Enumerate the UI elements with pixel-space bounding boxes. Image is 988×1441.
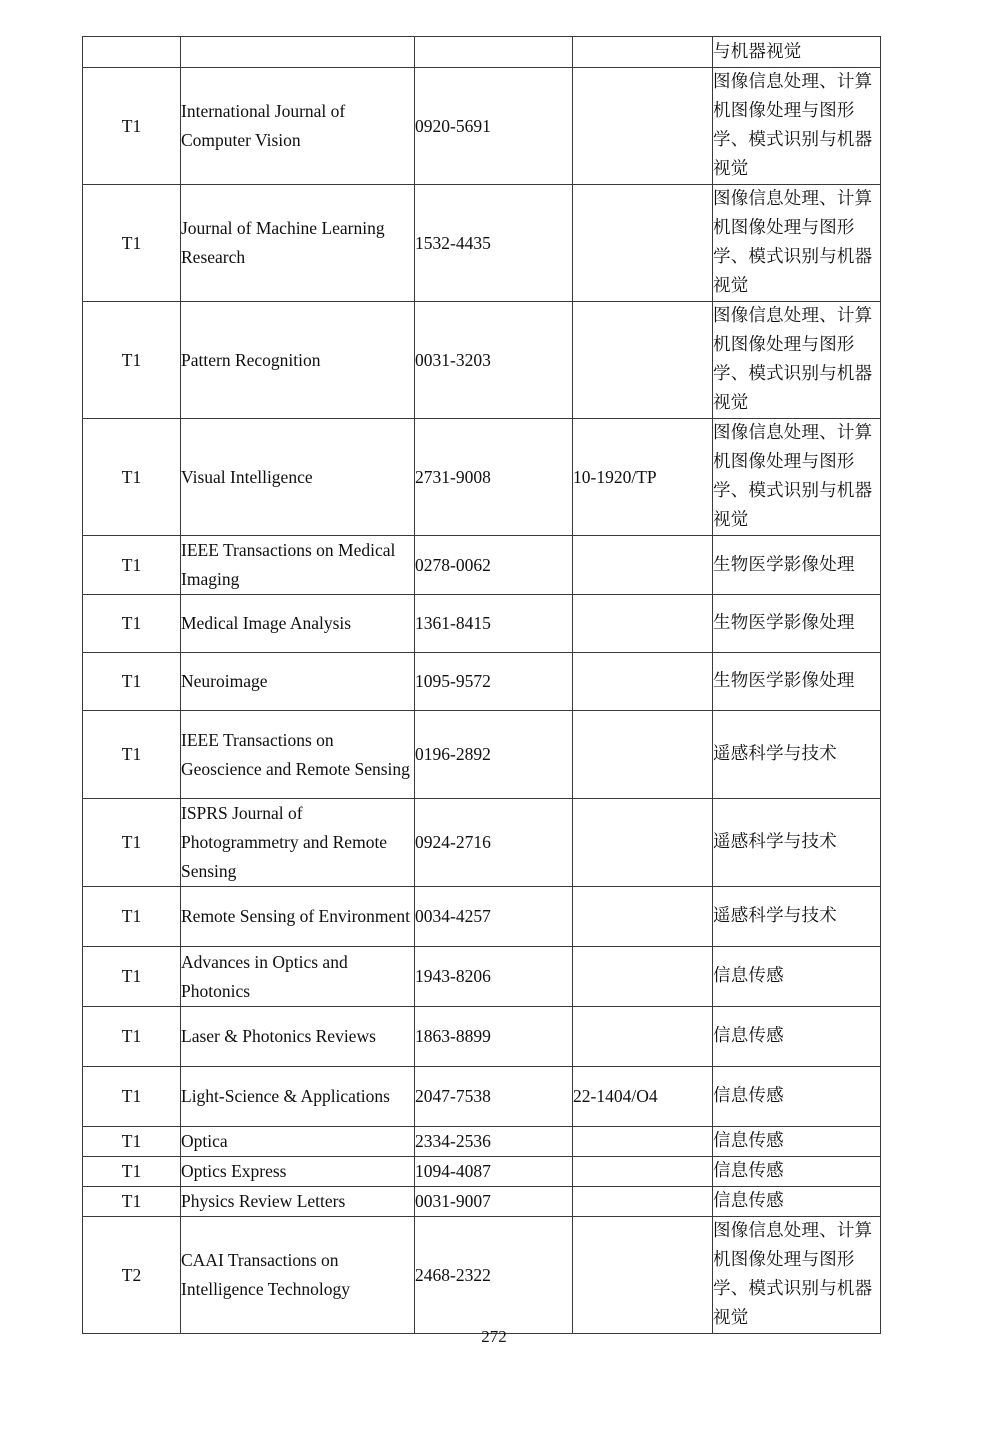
cell-cn-number	[573, 887, 713, 947]
table-row	[83, 1007, 881, 1067]
cell-journal-name: Optics Express	[181, 1157, 415, 1187]
cell-field: 遥感科学与技术	[713, 887, 881, 947]
cell-issn	[415, 37, 573, 68]
cell-tier: T1	[83, 185, 181, 302]
table-row	[83, 536, 881, 595]
cell-issn: 2047-7538	[415, 1067, 573, 1127]
cell-tier: T1	[83, 887, 181, 947]
cell-journal-name: Neuroimage	[181, 653, 415, 711]
cell-journal-name: ISPRS Journal of Photogrammetry and Remote Sensing	[181, 799, 415, 887]
table-row	[83, 711, 881, 799]
cell-tier: T1	[83, 711, 181, 799]
table-row	[83, 1127, 881, 1157]
cell-cn-number	[573, 1007, 713, 1067]
cell-tier: T1	[83, 653, 181, 711]
cell-journal-name	[181, 37, 415, 68]
cell-journal-name: International Journal of Computer Vision	[181, 68, 415, 185]
cell-field: 图像信息处理、计算机图像处理与图形学、模式识别与机器视觉	[713, 185, 881, 302]
table-row	[83, 595, 881, 653]
table-row	[83, 37, 881, 68]
cell-cn-number	[573, 1217, 713, 1334]
cell-tier: T1	[83, 1007, 181, 1067]
cell-field: 信息传感	[713, 1007, 881, 1067]
cell-cn-number	[573, 653, 713, 711]
cell-cn-number	[573, 1127, 713, 1157]
cell-tier: T1	[83, 1187, 181, 1217]
cell-tier: T1	[83, 419, 181, 536]
cell-field: 遥感科学与技术	[713, 711, 881, 799]
table-row	[83, 947, 881, 1007]
table-row	[83, 419, 881, 536]
table-body	[83, 37, 881, 1334]
cell-field: 生物医学影像处理	[713, 595, 881, 653]
cell-tier	[83, 37, 181, 68]
cell-field: 图像信息处理、计算机图像处理与图形学、模式识别与机器视觉	[713, 302, 881, 419]
cell-journal-name: IEEE Transactions on Geoscience and Remote Sensing	[181, 711, 415, 799]
cell-journal-name: Optica	[181, 1127, 415, 1157]
cell-journal-name: Physics Review Letters	[181, 1187, 415, 1217]
cell-tier: T2	[83, 1217, 181, 1334]
cell-issn: 2468-2322	[415, 1217, 573, 1334]
cell-journal-name: Remote Sensing of Environment	[181, 887, 415, 947]
cell-issn: 0196-2892	[415, 711, 573, 799]
cell-tier: T1	[83, 799, 181, 887]
cell-cn-number	[573, 37, 713, 68]
cell-journal-name: Medical Image Analysis	[181, 595, 415, 653]
cell-cn-number	[573, 536, 713, 595]
cell-tier: T1	[83, 947, 181, 1007]
cell-tier: T1	[83, 302, 181, 419]
table-row	[83, 1217, 881, 1334]
cell-journal-name: Light-Science & Applications	[181, 1067, 415, 1127]
cell-issn: 0278-0062	[415, 536, 573, 595]
cell-journal-name: Journal of Machine Learning Research	[181, 185, 415, 302]
cell-issn: 0034-4257	[415, 887, 573, 947]
table-row	[83, 68, 881, 185]
cell-field: 信息传感	[713, 1157, 881, 1187]
cell-issn: 0920-5691	[415, 68, 573, 185]
cell-field: 信息传感	[713, 1187, 881, 1217]
table-row	[83, 302, 881, 419]
table-row	[83, 1067, 881, 1127]
cell-cn-number	[573, 947, 713, 1007]
cell-field: 图像信息处理、计算机图像处理与图形学、模式识别与机器视觉	[713, 419, 881, 536]
cell-cn-number	[573, 595, 713, 653]
cell-tier: T1	[83, 68, 181, 185]
cell-journal-name: Laser & Photonics Reviews	[181, 1007, 415, 1067]
cell-journal-name: IEEE Transactions on Medical Imaging	[181, 536, 415, 595]
cell-issn: 0924-2716	[415, 799, 573, 887]
cell-issn: 1532-4435	[415, 185, 573, 302]
cell-issn: 0031-3203	[415, 302, 573, 419]
cell-field: 与机器视觉	[713, 37, 881, 68]
cell-cn-number	[573, 302, 713, 419]
cell-tier: T1	[83, 1067, 181, 1127]
table-row	[83, 1187, 881, 1217]
cell-issn: 0031-9007	[415, 1187, 573, 1217]
page-number: 272	[481, 1327, 507, 1346]
cell-journal-name: Visual Intelligence	[181, 419, 415, 536]
cell-tier: T1	[83, 1157, 181, 1187]
cell-field: 图像信息处理、计算机图像处理与图形学、模式识别与机器视觉	[713, 1217, 881, 1334]
cell-field: 生物医学影像处理	[713, 653, 881, 711]
cell-cn-number: 22-1404/O4	[573, 1067, 713, 1127]
cell-field: 遥感科学与技术	[713, 799, 881, 887]
cell-issn: 2334-2536	[415, 1127, 573, 1157]
cell-cn-number: 10-1920/TP	[573, 419, 713, 536]
table-row	[83, 1157, 881, 1187]
cell-journal-name: CAAI Transactions on Intelligence Technology	[181, 1217, 415, 1334]
table-row	[83, 185, 881, 302]
cell-issn: 1943-8206	[415, 947, 573, 1007]
cell-journal-name: Advances in Optics and Photonics	[181, 947, 415, 1007]
cell-field: 信息传感	[713, 1067, 881, 1127]
cell-field: 信息传感	[713, 1127, 881, 1157]
cell-cn-number	[573, 1157, 713, 1187]
cell-field: 生物医学影像处理	[713, 536, 881, 595]
cell-issn: 2731-9008	[415, 419, 573, 536]
cell-cn-number	[573, 799, 713, 887]
cell-field: 信息传感	[713, 947, 881, 1007]
cell-issn: 1863-8899	[415, 1007, 573, 1067]
cell-cn-number	[573, 68, 713, 185]
cell-tier: T1	[83, 1127, 181, 1157]
table-row	[83, 799, 881, 887]
cell-tier: T1	[83, 595, 181, 653]
cell-issn: 1094-4087	[415, 1157, 573, 1187]
table-row	[83, 887, 881, 947]
cell-cn-number	[573, 185, 713, 302]
cell-issn: 1361-8415	[415, 595, 573, 653]
cell-cn-number	[573, 1187, 713, 1217]
table-row	[83, 653, 881, 711]
journal-listing-table	[82, 36, 881, 1334]
cell-cn-number	[573, 711, 713, 799]
cell-journal-name: Pattern Recognition	[181, 302, 415, 419]
cell-issn: 1095-9572	[415, 653, 573, 711]
cell-tier: T1	[83, 536, 181, 595]
cell-field: 图像信息处理、计算机图像处理与图形学、模式识别与机器视觉	[713, 68, 881, 185]
